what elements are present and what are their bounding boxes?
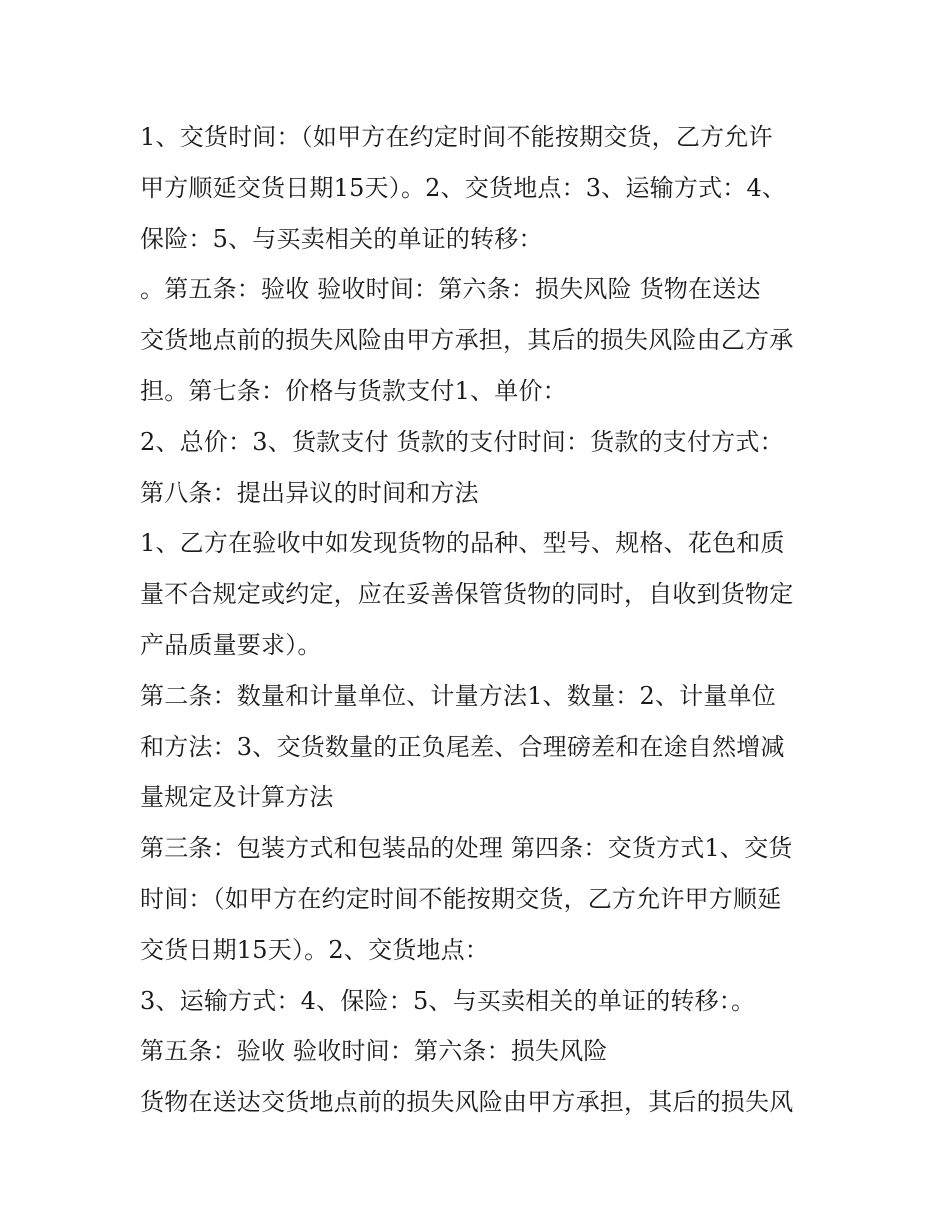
text-line-18: 3、运输方式：4、保险：5、与买卖相关的单证的转移：。 bbox=[140, 986, 756, 1015]
text-line-1: 1、交货时间：（如甲方在约定时间不能按期交货，乙方允许 bbox=[140, 123, 773, 151]
text-line-9: 1、乙方在验收中如发现货物的品种、型号、规格、花色和质 bbox=[140, 529, 785, 558]
text-line-5: 交货地点前的损失风险由甲方承担，其后的损失风险由乙方承 bbox=[140, 326, 794, 355]
text-line-8: 第八条：提出异议的时间和方法 bbox=[140, 478, 479, 507]
text-line-17: 交货日期15天）。2、交货地点： bbox=[140, 935, 490, 964]
text-line-16: 时间：（如甲方在约定时间不能按期交货，乙方允许甲方顺延 bbox=[140, 884, 782, 913]
text-line-19: 第五条：验收 验收时间：第六条：损失风险 bbox=[140, 1037, 608, 1066]
text-line-6: 担。第七条：价格与货款支付1、单价： bbox=[140, 376, 567, 405]
document-body bbox=[140, 112, 820, 1128]
text-line-4: 。第五条：验收 验收时间：第六条：损失风险 货物在送达 bbox=[140, 275, 761, 304]
text-line-13: 和方法：3、交货数量的正负尾差、合理磅差和在途自然增减 bbox=[140, 732, 785, 761]
text-line-3: 保险：5、与买卖相关的单证的转移： bbox=[140, 224, 543, 253]
text-line-15: 第三条：包装方式和包装品的处理 第四条：交货方式1、交货 bbox=[140, 834, 793, 863]
text-line-14: 量规定及计算方法 bbox=[140, 783, 334, 812]
text-line-20: 货物在送达交货地点前的损失风险由甲方承担，其后的损失风 bbox=[140, 1088, 794, 1117]
text-line-11: 产品质量要求）。 bbox=[140, 630, 322, 659]
text-line-2: 甲方顺延交货日期15天）。2、交货地点：3、运输方式：4、 bbox=[140, 173, 787, 202]
text-line-7: 2、总价：3、货款支付 货款的支付时间：货款的支付方式： bbox=[140, 427, 784, 456]
text-line-12: 第二条：数量和计量单位、计量方法1、数量：2、计量单位 bbox=[140, 681, 776, 710]
text-line-10: 量不合规定或约定，应在妥善保管货物的同时，自收到货物定 bbox=[140, 580, 794, 609]
